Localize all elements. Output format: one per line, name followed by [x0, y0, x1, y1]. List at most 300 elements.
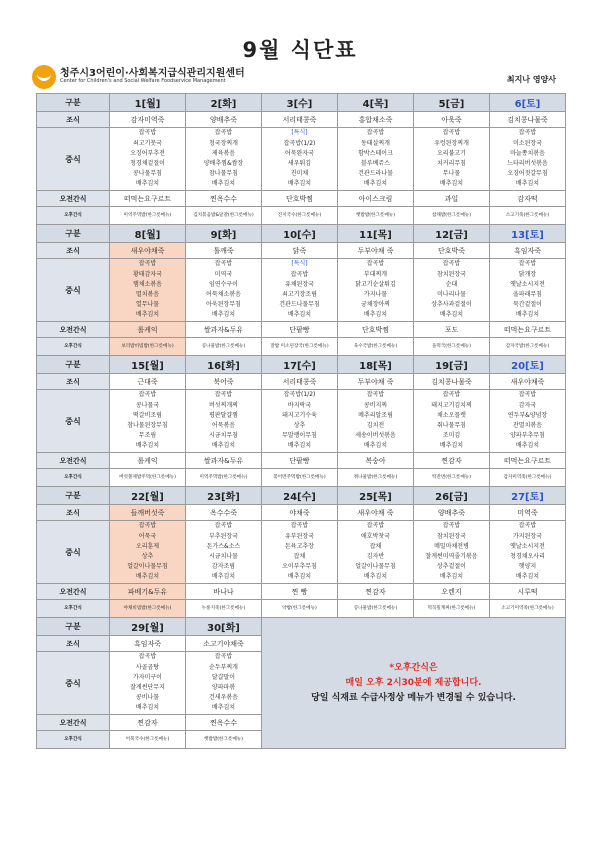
am-snack-cell: 쌀과자&두유 [186, 322, 262, 338]
lunch-cell [414, 390, 490, 453]
pm-snack-cell: 육수국밥(한그릇메뉴) [338, 338, 414, 356]
lunch-item: 잡곡밥 [442, 129, 461, 137]
lunch-item: 배추김치 [363, 180, 388, 188]
lunch-item: 잡곡밥 [442, 522, 461, 530]
lunch-item: 치커리무침 [437, 160, 466, 167]
lunch-item: 동태살찌개 [361, 139, 390, 147]
day-date: 6[토] [490, 94, 566, 112]
porridge-cell: 양배추죽 [186, 112, 262, 128]
porridge-cell: 새우야채죽 [490, 374, 566, 390]
lunch-item: 김치전 [366, 422, 385, 429]
day-date: 16[화] [186, 356, 262, 374]
day-date: 8[월] [110, 225, 186, 243]
week-3-hdr-row [37, 356, 566, 374]
porridge-cell: 근대죽 [110, 374, 186, 390]
lunch-item: 상추사과겉절이 [431, 301, 472, 309]
lunch-item: 미나리나물 [437, 291, 466, 298]
day-date: 24[수] [262, 487, 338, 505]
day-date: 11[목] [338, 225, 414, 243]
lunch-item: 평판달걀찜 [209, 411, 238, 419]
lunch-cell [414, 259, 490, 322]
lunch-item: 배추김치 [287, 311, 312, 319]
lunch-cell [110, 652, 186, 715]
day-date: 15[월] [110, 356, 186, 374]
lunch-item: 잡곡밥 [366, 260, 385, 268]
lunch-item: 돼지고기수육 [282, 411, 317, 419]
lunch-item: 배추김치 [211, 704, 236, 712]
lunch-cell [110, 128, 186, 191]
lunch-item: 잡곡밥 [518, 522, 537, 530]
lunch-item: 부대찌개 [363, 270, 388, 278]
am-snack-cell: 감자떡 [490, 191, 566, 207]
lunch-item: 감자국 [518, 401, 537, 409]
pm-snack-cell: 어묵국수(한그릇메뉴) [110, 731, 186, 749]
porridge-cell: 북어죽 [186, 374, 262, 390]
lunch-item: 배추김치 [439, 573, 464, 581]
am-snack-cell: 찐옥수수 [186, 715, 262, 731]
week-5-hdr-row [37, 618, 566, 636]
dietitian-name: 최지나 영양사 [506, 75, 556, 84]
lunch-item: 오리훈제 [135, 542, 160, 550]
row-label-am: 오전간식 [37, 322, 110, 338]
lunch-item: 배추김치 [515, 311, 540, 319]
am-snack-cell: 단팥빵 [262, 322, 338, 338]
row-label-porr: 조식 [37, 374, 110, 390]
lunch-item: 배추김치 [211, 442, 236, 450]
porridge-cell: 닭죽 [262, 243, 338, 259]
lunch-item: 부추된장국 [209, 532, 238, 540]
page-title: 9월 식단표 [242, 38, 358, 62]
porridge-cell: 단호박죽 [414, 243, 490, 259]
week-4-main-row [37, 521, 566, 584]
pm-snack-cell: 감자미역죽(한그릇메뉴) [490, 469, 566, 487]
lunch-item: 무조림 [138, 432, 157, 440]
porridge-cell: 김치콩나물죽 [414, 374, 490, 390]
notice-box [262, 618, 566, 749]
lunch-cell [186, 128, 262, 191]
lunch-item: 제육볶음 [211, 149, 236, 157]
lunch-item: 잡곡밥 [442, 260, 461, 268]
week-2-main-row [37, 259, 566, 322]
lunch-item: 잡곡밥 [138, 391, 157, 399]
lunch-item: 세송이버섯볶음 [355, 432, 396, 440]
lunch-item: 시금치나물 [209, 553, 238, 560]
pm-snack-cell: 떡꼭밀계찌(한그릇메뉴) [414, 600, 490, 618]
day-date: 22[월] [110, 487, 186, 505]
lunch-item: 잡채 [293, 553, 306, 560]
am-snack-cell: 단팥빵 [262, 453, 338, 469]
row-label-pm: 오후간식 [37, 469, 110, 487]
lunch-cell [338, 390, 414, 453]
lunch-item: 황태감자국 [133, 270, 162, 278]
pm-snack-cell: 야채비빔밥(한그릇메뉴) [110, 600, 186, 618]
week-2-hdr-row [37, 225, 566, 243]
row-label-pm: 오후간식 [37, 338, 110, 356]
lunch-item: 무말랭이무침 [282, 432, 317, 440]
pm-snack-cell: 볶어면주먹밥(한그릇메뉴) [262, 469, 338, 487]
week-4-hdr-row [37, 487, 566, 505]
day-date: 19[금] [414, 356, 490, 374]
notice-line-2: 매일 오후 2시30분에 제공합니다. [345, 677, 482, 688]
lunch-item: 잡곡밥 [442, 391, 461, 399]
notice-line-3: 당일 식재료 수급사정상 메뉴가 변경될 수 있습니다. [311, 692, 516, 703]
lunch-item: 배추김치 [135, 311, 160, 319]
week-1-hdr-row [37, 94, 566, 112]
lunch-item: 미역국 [214, 270, 233, 278]
lunch-item: 잘게썬단무지 [130, 684, 165, 691]
porridge-cell: 홍합채소죽 [338, 112, 414, 128]
lunch-item: 잡곡밥(1/2) [283, 139, 316, 147]
day-date: 23[화] [186, 487, 262, 505]
porridge-cell: 김치콩나물죽 [490, 112, 566, 128]
pm-snack-cell: 콩나물밥(한그릇메뉴) [338, 600, 414, 618]
lunch-item: 배추김치 [287, 573, 312, 581]
lunch-item: 묵간겉절이 [513, 301, 542, 309]
lunch-item: 오이부추무침 [282, 563, 317, 571]
lunch-item: 참나물무침 [209, 170, 238, 178]
lunch-item: 가지된장국 [513, 532, 542, 540]
lunch-item: 메밀마채전병 [434, 542, 469, 550]
lunch-cell [490, 390, 566, 453]
lunch-item: 달걀말이 [211, 673, 236, 681]
lunch-item: 오리불고기 [437, 149, 466, 157]
lunch-item: 참치된장국 [437, 532, 466, 540]
notice-line-1: *오후간식은 [389, 662, 438, 673]
lunch-item: 유부된장국 [285, 532, 314, 540]
day-date: 5[금] [414, 94, 490, 112]
row-label-main: 중식 [37, 521, 110, 584]
week-3-am-row [37, 453, 566, 469]
am-snack-cell: 떠먹는요구르트 [490, 453, 566, 469]
pm-snack-cell: 미역주먹밥(한그릇메뉴) [186, 469, 262, 487]
lunch-item: 잡곡밥 [518, 260, 537, 268]
lunch-item: 잡곡밥 [214, 260, 233, 268]
lunch-item: 배추김치 [439, 442, 464, 450]
lunch-item: 배추김치 [515, 180, 540, 188]
porridge-cell: 옥수수죽 [186, 505, 262, 521]
lunch-item: 옛날소시지전 [510, 280, 545, 288]
porridge-cell: 두부야채 죽 [338, 374, 414, 390]
lunch-cell [490, 259, 566, 322]
lunch-item: 배추김치 [439, 180, 464, 188]
pm-snack-cell: 떡잔면(한그릇메뉴) [414, 469, 490, 487]
week-2-pm-row [37, 338, 566, 356]
pm-snack-cell: 소고기미역죽(한그릇메뉴) [490, 600, 566, 618]
lunch-item: 배추김치 [287, 442, 312, 450]
lunch-item: 잡곡밥 [214, 522, 233, 530]
lunch-item: 아욱된장무침 [206, 301, 241, 309]
lunch-item: 잔멸치볶음 [513, 422, 542, 429]
lunch-item: 배추김치 [515, 573, 540, 581]
lunch-item: 잡곡밥 [366, 129, 385, 137]
lunch-item: 블루베쥬스 [361, 160, 390, 167]
center-name: 청주시3어린이·사회복지급식관리지원센터 [60, 68, 245, 79]
porridge-cell: 양배추죽 [414, 505, 490, 521]
lunch-item: 잡곡밥 [366, 391, 385, 399]
day-date: 3[수] [262, 94, 338, 112]
lunch-item: 미소된장국 [513, 139, 542, 147]
day-date: 26[금] [414, 487, 490, 505]
lunch-item: 연두부&양념장 [507, 411, 548, 419]
lunch-item: 바지락국 [287, 401, 312, 409]
lunch-item: 오징어부추전 [130, 149, 165, 157]
lunch-cell [110, 521, 186, 584]
lunch-item: 어묵볶음 [211, 422, 236, 429]
lunch-item: 찰게썬미역줄기볶음 [425, 553, 478, 560]
lunch-item: 돈육고추장 [285, 542, 314, 550]
lunch-item: 우렁된장찌개 [434, 139, 469, 147]
lunch-item: 건관드나물무침 [279, 301, 320, 309]
lunch-item: 마늘쫑치볶음 [510, 149, 545, 157]
lunch-item: 잡곡밥 [518, 391, 537, 399]
lunch-cell [262, 128, 338, 191]
lunch-item: 잡채 [369, 542, 382, 550]
lunch-item: 감자조림 [211, 563, 236, 571]
lunch-item: 배추김치 [135, 180, 160, 188]
am-snack-cell: 파베기&두유 [110, 584, 186, 600]
lunch-item: 잡곡밥 [138, 260, 157, 268]
porridge-cell: 서리태콩죽 [262, 374, 338, 390]
lunch-item: 배추김치 [135, 442, 160, 450]
pm-snack-cell: 진지국수(한그릇메뉴) [262, 207, 338, 225]
lunch-item: 돼지고기김치찌 [431, 401, 472, 409]
lunch-item: 잡곡밥 [138, 522, 157, 530]
pm-snack-cell: 돌떡국(한그릇메뉴) [414, 338, 490, 356]
lunch-cell [262, 390, 338, 453]
row-label-main: 중식 [37, 652, 110, 715]
lunch-item: 햄채소볶음 [133, 280, 162, 288]
lunch-item: 새우튀김 [287, 160, 312, 167]
lunch-item: 콩비나물 [135, 694, 160, 702]
day-date: 27[토] [490, 487, 566, 505]
am-snack-cell: 찐감자 [414, 453, 490, 469]
lunch-item: 콩나물무침 [133, 170, 162, 178]
pm-snack-cell: 약밥(한그릇메뉴) [262, 600, 338, 618]
porridge-cell: 흑임자죽 [490, 243, 566, 259]
lunch-item: 닭고기순살튀김 [355, 280, 396, 288]
week-3-porr-row [37, 374, 566, 390]
lunch-item: 닭개장 [518, 270, 537, 278]
lunch-item: 잡곡밥 [290, 522, 309, 530]
lunch-item: 양파부추무침 [510, 432, 545, 440]
row-label-hdr: 구분 [37, 487, 110, 505]
lunch-item: 떡갈비조림 [133, 411, 162, 419]
pm-snack-cell: 햇밥밥(한그릇메뉴) [186, 731, 262, 749]
lunch-item: 배추김치 [135, 704, 160, 712]
lunch-cell [414, 521, 490, 584]
day-date: 20[토] [490, 356, 566, 374]
porridge-cell: 소고기야채죽 [186, 636, 262, 652]
week-4-am-row [37, 584, 566, 600]
row-label-hdr: 구분 [37, 618, 110, 636]
day-date: 13[토] [490, 225, 566, 243]
lunch-item: 상추 [141, 553, 154, 560]
lunch-item: 건관드라나물 [358, 170, 393, 178]
am-snack-cell: 찐감자 [110, 715, 186, 731]
lunch-cell [186, 521, 262, 584]
lunch-item: 김자반 [366, 553, 385, 560]
row-label-am: 오전간식 [37, 715, 110, 731]
lunch-item: 사골곰탕 [135, 663, 160, 671]
lunch-item: 취나물무침 [437, 422, 466, 429]
lunch-item: 잡곡밥 [366, 522, 385, 530]
lunch-item: 양파파볶 [211, 684, 236, 691]
lunch-item: 잡곡밥 [214, 653, 233, 661]
lunch-cell [186, 652, 262, 715]
lunch-item: 배추김치 [211, 311, 236, 319]
am-snack-cell: 찐감자 [338, 584, 414, 600]
day-date: 10[수] [262, 225, 338, 243]
pm-snack-cell: 잘밥 미소된장국(한그릇메뉴) [262, 338, 338, 356]
pm-snack-cell: 쥐나물밥(한그릇메뉴) [338, 469, 414, 487]
lunch-item: 콩비지찌 [363, 401, 388, 409]
am-snack-cell: 떠먹는요구르트 [490, 322, 566, 338]
lunch-item: 배추김치 [287, 180, 312, 188]
row-label-am: 오전간식 [37, 584, 110, 600]
am-snack-cell: 과일 [414, 191, 490, 207]
row-label-pm: 오후간식 [37, 731, 110, 749]
day-date: 29[월] [110, 618, 186, 636]
pm-snack-cell: 감자국밥(한그릇메뉴) [490, 338, 566, 356]
lunch-item: 배추김치 [363, 311, 388, 319]
day-date: 18[목] [338, 356, 414, 374]
day-date: 12[금] [414, 225, 490, 243]
row-label-porr: 조식 [37, 243, 110, 259]
menu-table [36, 93, 566, 749]
lunch-item: 애호박찻국 [361, 532, 390, 540]
center-logo [32, 64, 262, 90]
lunch-item: 어묵완자국 [285, 149, 314, 157]
week-1-main-row [37, 128, 566, 191]
am-snack-cell: 단호박찜 [262, 191, 338, 207]
porridge-cell: 야채죽 [262, 505, 338, 521]
center-name-en: Center for Children's and Social Welfare Foodservice Management [60, 78, 226, 84]
lunch-item: 가지나물 [363, 291, 388, 298]
am-snack-cell: 쌀과자&두유 [186, 453, 262, 469]
row-label-hdr: 구분 [37, 94, 110, 112]
day-date: 2[화] [186, 94, 262, 112]
row-label-main: 중식 [37, 259, 110, 322]
lunch-item: 잡곡밥 [214, 129, 233, 137]
porridge-cell: 새우야채죽 [110, 243, 186, 259]
lunch-item: 느타리버섯볶음 [507, 160, 548, 167]
am-snack-cell: 롤케익 [110, 322, 186, 338]
porridge-cell: 감자미역죽 [110, 112, 186, 128]
porridge-cell: 새우야채 죽 [338, 505, 414, 521]
center-logo-icon [32, 65, 56, 89]
lunch-item: 조미김 [442, 432, 461, 440]
porridge-cell: 톨깨죽 [186, 243, 262, 259]
row-label-pm: 오후간식 [37, 600, 110, 618]
day-date: 4[목] [338, 94, 414, 112]
lunch-item: 참나물된장무침 [127, 422, 168, 429]
lunch-item: 함박스테이크 [358, 149, 393, 157]
porridge-cell: 서리태콩죽 [262, 112, 338, 128]
lunch-item: 잡곡밥(1/2) [283, 391, 316, 399]
row-label-hdr: 구분 [37, 225, 110, 243]
porridge-cell: 아욱죽 [414, 112, 490, 128]
pm-snack-cell: 미역주먹밥(한그릇메뉴) [110, 207, 186, 225]
lunch-item: 가자미구이 [133, 673, 162, 681]
lunch-item: 배추김치 [515, 442, 540, 450]
lunch-item: 햇양지 [518, 563, 537, 571]
lunch-cell [186, 259, 262, 322]
am-snack-cell: 시루떡 [490, 584, 566, 600]
row-label-porr: 조식 [37, 636, 110, 652]
row-label-am: 오전간식 [37, 191, 110, 207]
lunch-item: 옛날소시지전 [510, 542, 545, 550]
lunch-cell [338, 259, 414, 322]
week-2-porr-row [37, 243, 566, 259]
lunch-item: 잡곡밥 [290, 270, 309, 278]
lunch-item: 올파래무침 [513, 291, 542, 298]
row-label-hdr: 구분 [37, 356, 110, 374]
am-snack-cell: 바나나 [186, 584, 262, 600]
lunch-cell [110, 259, 186, 322]
lunch-cell [338, 521, 414, 584]
week-4-porr-row [37, 505, 566, 521]
lunch-item: 시금치무침 [209, 432, 238, 440]
lunch-item: 배추김치 [211, 573, 236, 581]
lunch-item: 배추김치 [439, 311, 464, 319]
lunch-item: 열무나물 [135, 301, 160, 309]
week-3-pm-row [37, 469, 566, 487]
am-snack-cell: 단호박찜 [338, 322, 414, 338]
lunch-cell [338, 128, 414, 191]
lunch-item: 오징어젓갈무침 [507, 170, 548, 178]
lunch-cell [186, 390, 262, 453]
lunch-item: 버섯찌개찌 [209, 401, 238, 409]
lunch-cell [490, 521, 566, 584]
am-snack-cell: 떠먹는요구르트 [110, 191, 186, 207]
pm-snack-cell: 참채밥(한그릇메뉴) [414, 207, 490, 225]
day-date: 9[화] [186, 225, 262, 243]
week-4-pm-row [37, 600, 566, 618]
lunch-item: 순대 [445, 280, 458, 288]
lunch-item: 돈가스&소스 [206, 542, 241, 550]
lunch-item: 청국장찌개 [209, 139, 238, 147]
lunch-item: 잡곡밥 [518, 129, 537, 137]
lunch-item: 얼갈이나물무침 [127, 563, 168, 571]
porridge-cell: 두부야채 죽 [338, 243, 414, 259]
pm-snack-cell: 버섯쫄제밥주먹(한그릇메뉴) [110, 469, 186, 487]
pm-snack-cell: 콩나물밥(한그릇메뉴) [186, 338, 262, 356]
lunch-item: 잡곡밥 [138, 129, 157, 137]
lunch-item: 얼갈이나물무침 [355, 563, 396, 571]
row-label-am: 오전간식 [37, 453, 110, 469]
day-date: 17[수] [262, 356, 338, 374]
porridge-cell: 흑임자죽 [110, 636, 186, 652]
row-label-porr: 조식 [37, 112, 110, 128]
row-label-main: 중식 [37, 390, 110, 453]
lunch-item: [특식] [291, 260, 308, 268]
lunch-item: 궁채장아찌 [361, 301, 390, 309]
week-1-pm-row [37, 207, 566, 225]
lunch-item: 잡곡밥 [214, 391, 233, 399]
lunch-item: 배추김치 [135, 573, 160, 581]
lunch-item: 배추김치 [363, 442, 388, 450]
lunch-item: 메추리알조림 [358, 411, 393, 419]
lunch-item: 청경채겉절이 [130, 160, 165, 167]
row-label-pm: 오후간식 [37, 207, 110, 225]
day-date: 1[월] [110, 94, 186, 112]
lunch-item: 임연수구이 [209, 280, 238, 288]
porridge-cell: 미역죽 [490, 505, 566, 521]
lunch-cell [262, 521, 338, 584]
am-snack-cell: 롤케익 [110, 453, 186, 469]
pm-snack-cell: 김치볶음밥&달걀(한그릇메뉴) [186, 207, 262, 225]
week-1-am-row [37, 191, 566, 207]
